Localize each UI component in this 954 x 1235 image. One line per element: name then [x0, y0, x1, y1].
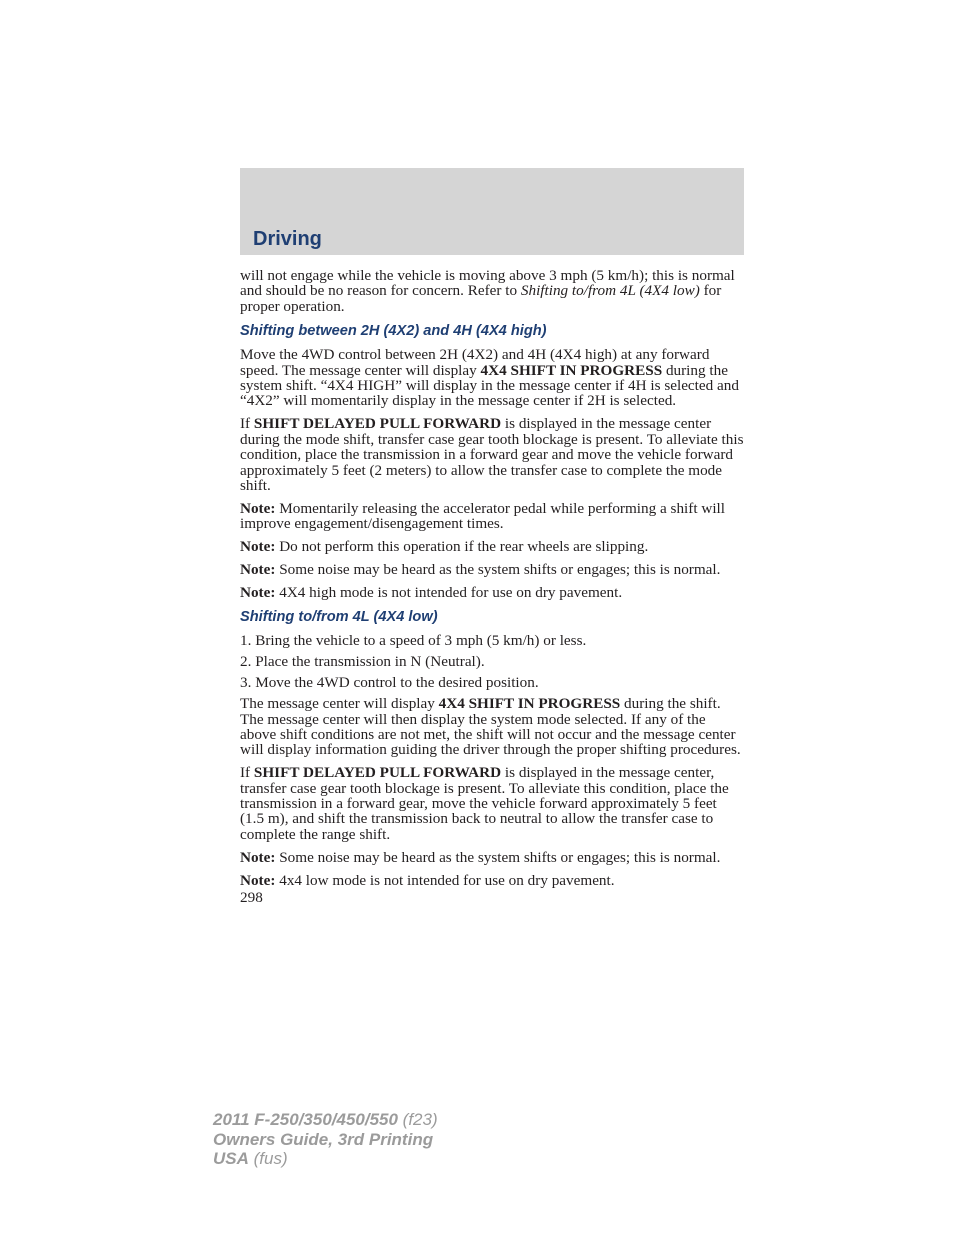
intro-paragraph	[240, 268, 744, 314]
section-title: Driving	[253, 228, 322, 250]
document-footer	[213, 1110, 438, 1169]
step-item: 3. Move the 4WD control to the desired position.	[240, 674, 539, 692]
paragraph-4l-shift-delayed: If SHIFT DELAYED PULL FORWARD is displayed in the message center, transfer case gear tooth blockage is present. To alleviate this condition, place the transmission in a forward gear, move the vehicle forward approximately 5 feet (1.5 m), and shift the transmission back to neutral to allow the transfer case to complete the range shift.	[240, 764, 729, 843]
footer-line-guide: Owners Guide, 3rd Printing	[213, 1129, 434, 1149]
paragraph-4l-message: The message center will display 4X4 SHIFT IN PROGRESS during the shift. The message center will then display the system mode selected. If any of the above shift conditions are not met, the shift will not occur and the message center will display information guiding the driver through the proper shifting procedures.	[240, 695, 741, 759]
message-text: SHIFT DELAYED PULL FORWARD	[253, 764, 502, 782]
note-label: Note:	[240, 561, 276, 579]
note: Note: Some noise may be heard as the system shifts or engages; this is normal.	[240, 848, 721, 866]
page-number: 298	[240, 889, 263, 907]
intro-text-end: for proper operation.	[240, 282, 722, 315]
subheading-4l: Shifting to/from 4L (4X4 low)	[240, 609, 438, 626]
note-label: Note:	[240, 538, 276, 556]
cross-reference-link: Shifting to/from 4L (4X4 low)	[520, 282, 700, 300]
footer-line-model: 2011 F-250/350/450/550 (f23)	[213, 1110, 438, 1129]
message-text: 4X4 SHIFT IN PROGRESS	[480, 361, 663, 379]
intro-text: will not engage while the vehicle is moving above 3 mph (5 km/h); this is normal and should be no reason for concern. Refer to	[240, 267, 735, 300]
note: Note: 4x4 low mode is not intended for use on dry pavement.	[240, 871, 615, 889]
note: Note: 4X4 high mode is not intended for use on dry pavement.	[240, 584, 623, 601]
note: Note: Some noise may be heard as the system shifts or engages; this is normal.	[240, 561, 721, 579]
subheading-2h-4h: Shifting between 2H (4X2) and 4H (4X4 high)	[240, 323, 547, 340]
message-text: SHIFT DELAYED PULL FORWARD	[253, 415, 502, 433]
note-label: Note:	[240, 871, 276, 889]
step-item: 1. Bring the vehicle to a speed of 3 mph (5 km/h) or less.	[240, 632, 587, 650]
note-label: Note:	[240, 584, 276, 601]
footer-line-market: USA (fus)	[213, 1149, 288, 1168]
step-item: 2. Place the transmission in N (Neutral).	[240, 653, 485, 671]
paragraph-shift-delayed: If SHIFT DELAYED PULL FORWARD is displayed in the message center during the mode shift, transfer case gear tooth blockage is present. To alleviate this condition, place the transmission in a forward gear and move the vehicle forward approximately 5 feet (2 meters) to allow the transfer case to complete the mode shift.	[240, 415, 744, 494]
note: Note: Do not perform this operation if the rear wheels are slipping.	[240, 538, 649, 556]
note-label: Note:	[240, 848, 276, 866]
note-label: Note:	[240, 499, 276, 517]
page-content	[240, 268, 744, 913]
message-text: 4X4 SHIFT IN PROGRESS	[438, 695, 621, 713]
note: Note: Momentarily releasing the accelerator pedal while performing a shift will improve engagement/disengagement times.	[240, 499, 725, 533]
paragraph-2h-4h-shift: Move the 4WD control between 2H (4X2) and 4H (4X4 high) at any forward speed. The message center will display 4X4 SHIFT IN PROGRESS during the system shift. “4X4 HIGH” will display in the message center if 4H is selected and “4X2” will momentarily display in the message center if 2H is selected.	[240, 346, 739, 410]
